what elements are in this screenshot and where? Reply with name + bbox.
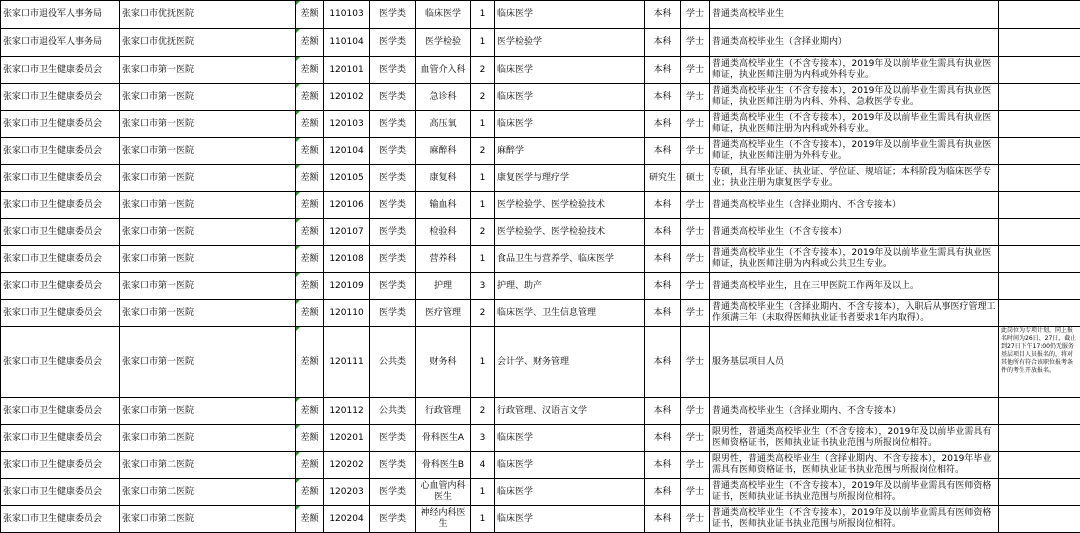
- category-cell: 医学类: [370, 506, 416, 533]
- post-name-cell: 行政管理: [416, 398, 471, 425]
- headcount-cell: 1: [471, 506, 495, 533]
- headcount-cell: 1: [471, 111, 495, 138]
- table-row: [1, 425, 1080, 452]
- unit-cell: 张家口市第一医院: [120, 398, 296, 425]
- requirements-cell: 普通类高校毕业生（不含专接本），2019年及以前毕业生需具有执业医师证，执业医师注册为外科专业。: [710, 138, 999, 165]
- requirements-cell: 普通类高校毕业生（不含专接本），2019年及以前毕业生需具有执业医师证，执业医师注册为内科或外科专业。: [710, 57, 999, 84]
- headcount-cell: 1: [471, 192, 495, 219]
- education-cell: 本科: [645, 57, 681, 84]
- funding-type-cell: 差额: [296, 398, 324, 425]
- major-cell: 临床医学: [495, 425, 645, 452]
- headcount-cell: 2: [471, 300, 495, 327]
- education-cell: 本科: [645, 192, 681, 219]
- degree-cell: 学士: [681, 246, 710, 273]
- major-cell: 麻醉学: [495, 138, 645, 165]
- note-cell: [999, 246, 1080, 273]
- note-cell: [999, 425, 1080, 452]
- unit-cell: 张家口市第一医院: [120, 327, 296, 398]
- degree-cell: 学士: [681, 1, 710, 29]
- major-cell: 临床医学: [495, 84, 645, 111]
- post-code-cell: 120108: [324, 246, 370, 273]
- table-row: [1, 192, 1080, 219]
- education-cell: 本科: [645, 138, 681, 165]
- education-cell: 本科: [645, 111, 681, 138]
- dept-cell: 张家口市卫生健康委员会: [1, 300, 120, 327]
- dept-cell: 张家口市退役军人事务局: [1, 1, 120, 29]
- major-cell: 医学检验学: [495, 29, 645, 57]
- headcount-cell: 1: [471, 165, 495, 192]
- requirements-cell: 普通类高校毕业生（不含专接本），2019年及以前毕业生需具有执业医师证，执业医师注册为内科或公共卫生专业。: [710, 246, 999, 273]
- dept-cell: 张家口市卫生健康委员会: [1, 452, 120, 479]
- post-code-cell: 110103: [324, 1, 370, 29]
- education-cell: 研究生: [645, 165, 681, 192]
- funding-type-cell: 差额: [296, 165, 324, 192]
- table-row: [1, 273, 1080, 300]
- education-cell: 本科: [645, 1, 681, 29]
- education-cell: 本科: [645, 506, 681, 533]
- post-name-cell: 心血管内科医生: [416, 479, 471, 506]
- unit-cell: 张家口市第一医院: [120, 192, 296, 219]
- post-name-cell: 医疗管理: [416, 300, 471, 327]
- funding-type-cell: 差额: [296, 452, 324, 479]
- table-row: [1, 29, 1080, 57]
- post-name-cell: 检验科: [416, 219, 471, 246]
- post-name-cell: 营养科: [416, 246, 471, 273]
- post-code-cell: 120102: [324, 84, 370, 111]
- major-cell: 护理、助产: [495, 273, 645, 300]
- requirements-cell: 普通类高校毕业生（不含专接本）: [710, 219, 999, 246]
- post-code-cell: 120204: [324, 506, 370, 533]
- dept-cell: 张家口市卫生健康委员会: [1, 425, 120, 452]
- table-row: [1, 398, 1080, 425]
- note-cell: [999, 111, 1080, 138]
- funding-type-cell: 差额: [296, 29, 324, 57]
- dept-cell: 张家口市卫生健康委员会: [1, 398, 120, 425]
- funding-type-cell: 差额: [296, 327, 324, 398]
- education-cell: 本科: [645, 29, 681, 57]
- post-code-cell: 110104: [324, 29, 370, 57]
- post-code-cell: 120101: [324, 57, 370, 84]
- headcount-cell: 2: [471, 398, 495, 425]
- note-cell: [999, 300, 1080, 327]
- post-name-cell: 麻醉科: [416, 138, 471, 165]
- unit-cell: 张家口市第二医院: [120, 506, 296, 533]
- dept-cell: 张家口市卫生健康委员会: [1, 479, 120, 506]
- category-cell: 医学类: [370, 111, 416, 138]
- post-code-cell: 120112: [324, 398, 370, 425]
- degree-cell: 学士: [681, 398, 710, 425]
- funding-type-cell: 差额: [296, 479, 324, 506]
- major-cell: 临床医学: [495, 479, 645, 506]
- category-cell: 医学类: [370, 219, 416, 246]
- degree-cell: 硕士: [681, 165, 710, 192]
- requirements-cell: 普通类高校毕业生（不含专接本），2019年及以前毕业生需具有执业医师证，执业医师注册为内科或外科专业。: [710, 111, 999, 138]
- dept-cell: 张家口市卫生健康委员会: [1, 506, 120, 533]
- note-cell: 此岗位为专项计划，同上报名时间为26日、27日，截止到27日下午17:00仍无服务基层项目人员报名的，将对其他所有符合该职位报考条件的考生开放报名。: [999, 327, 1080, 398]
- headcount-cell: 3: [471, 273, 495, 300]
- unit-cell: 张家口市优抚医院: [120, 29, 296, 57]
- post-code-cell: 120106: [324, 192, 370, 219]
- funding-type-cell: 差额: [296, 219, 324, 246]
- headcount-cell: 2: [471, 84, 495, 111]
- table-row: [1, 506, 1080, 533]
- table-row: [1, 479, 1080, 506]
- education-cell: 本科: [645, 452, 681, 479]
- table-row: [1, 452, 1080, 479]
- post-name-cell: 临床医学: [416, 1, 471, 29]
- funding-type-cell: 差额: [296, 111, 324, 138]
- major-cell: 临床医学: [495, 57, 645, 84]
- table-row: [1, 1, 1080, 29]
- post-code-cell: 120202: [324, 452, 370, 479]
- funding-type-cell: 差额: [296, 1, 324, 29]
- major-cell: 行政管理、汉语言文学: [495, 398, 645, 425]
- note-cell: [999, 57, 1080, 84]
- education-cell: 本科: [645, 479, 681, 506]
- table-row: [1, 219, 1080, 246]
- requirements-cell: 专硕，具有毕业证、执业证、学位证、规培证；本科阶段为临床医学专业；执业注册为康复医学专业。: [710, 165, 999, 192]
- degree-cell: 学士: [681, 273, 710, 300]
- unit-cell: 张家口市第一医院: [120, 273, 296, 300]
- education-cell: 本科: [645, 246, 681, 273]
- major-cell: 食品卫生与营养学、临床医学: [495, 246, 645, 273]
- education-cell: 本科: [645, 84, 681, 111]
- note-cell: [999, 479, 1080, 506]
- headcount-cell: 2: [471, 57, 495, 84]
- unit-cell: 张家口市第一医院: [120, 300, 296, 327]
- degree-cell: 学士: [681, 192, 710, 219]
- category-cell: 医学类: [370, 246, 416, 273]
- funding-type-cell: 差额: [296, 246, 324, 273]
- degree-cell: 学士: [681, 57, 710, 84]
- category-cell: 医学类: [370, 452, 416, 479]
- note-cell: [999, 138, 1080, 165]
- dept-cell: 张家口市卫生健康委员会: [1, 84, 120, 111]
- dept-cell: 张家口市退役军人事务局: [1, 29, 120, 57]
- unit-cell: 张家口市第一医院: [120, 138, 296, 165]
- funding-type-cell: 差额: [296, 84, 324, 111]
- post-code-cell: 120104: [324, 138, 370, 165]
- post-name-cell: 血管介入科: [416, 57, 471, 84]
- unit-cell: 张家口市第一医院: [120, 165, 296, 192]
- requirements-cell: 普通类高校毕业生: [710, 1, 999, 29]
- dept-cell: 张家口市卫生健康委员会: [1, 246, 120, 273]
- headcount-cell: 4: [471, 452, 495, 479]
- category-cell: 医学类: [370, 165, 416, 192]
- dept-cell: 张家口市卫生健康委员会: [1, 192, 120, 219]
- education-cell: 本科: [645, 398, 681, 425]
- post-code-cell: 120201: [324, 425, 370, 452]
- major-cell: 临床医学: [495, 1, 645, 29]
- degree-cell: 学士: [681, 29, 710, 57]
- dept-cell: 张家口市卫生健康委员会: [1, 138, 120, 165]
- dept-cell: 张家口市卫生健康委员会: [1, 165, 120, 192]
- post-code-cell: 120203: [324, 479, 370, 506]
- post-name-cell: 骨科医生B: [416, 452, 471, 479]
- table-row: [1, 327, 1080, 398]
- post-code-cell: 120107: [324, 219, 370, 246]
- unit-cell: 张家口市第二医院: [120, 452, 296, 479]
- table-row: [1, 300, 1080, 327]
- requirements-cell: 普通类高校毕业生（不含专接本），2019年及以前毕业生需具有执业医师证，执业医师注册为内科、外科、急救医学专业。: [710, 84, 999, 111]
- funding-type-cell: 差额: [296, 192, 324, 219]
- degree-cell: 学士: [681, 452, 710, 479]
- major-cell: 会计学、财务管理: [495, 327, 645, 398]
- funding-type-cell: 差额: [296, 425, 324, 452]
- requirements-cell: 普通类高校毕业生（不含专接本），2019年及以前毕业需具有医师资格证书，医师执业证书执业范围与所报岗位相符。: [710, 479, 999, 506]
- dept-cell: 张家口市卫生健康委员会: [1, 111, 120, 138]
- note-cell: [999, 165, 1080, 192]
- requirements-cell: 普通类高校毕业生，且在三甲医院工作两年及以上。: [710, 273, 999, 300]
- post-name-cell: 康复科: [416, 165, 471, 192]
- requirements-cell: 普通类高校毕业生（不含专接本），2019年及以前毕业需具有医师资格证书，医师执业证书执业范围与所报岗位相符。: [710, 506, 999, 533]
- headcount-cell: 1: [471, 29, 495, 57]
- table-row: [1, 246, 1080, 273]
- degree-cell: 学士: [681, 111, 710, 138]
- headcount-cell: 1: [471, 1, 495, 29]
- category-cell: 医学类: [370, 29, 416, 57]
- major-cell: 康复医学与理疗学: [495, 165, 645, 192]
- post-code-cell: 120103: [324, 111, 370, 138]
- funding-type-cell: 差额: [296, 300, 324, 327]
- funding-type-cell: 差额: [296, 506, 324, 533]
- education-cell: 本科: [645, 327, 681, 398]
- category-cell: 公共类: [370, 327, 416, 398]
- headcount-cell: 1: [471, 479, 495, 506]
- post-name-cell: 急诊科: [416, 84, 471, 111]
- funding-type-cell: 差额: [296, 273, 324, 300]
- note-cell: [999, 506, 1080, 533]
- category-cell: 医学类: [370, 1, 416, 29]
- post-code-cell: 120105: [324, 165, 370, 192]
- requirements-cell: 服务基层项目人员: [710, 327, 999, 398]
- headcount-cell: 2: [471, 138, 495, 165]
- post-name-cell: 骨科医生A: [416, 425, 471, 452]
- requirements-cell: 普通类高校毕业生（含择业期内、不含专接本）: [710, 192, 999, 219]
- major-cell: 医学检验学、医学检验技术: [495, 219, 645, 246]
- table-row: [1, 84, 1080, 111]
- education-cell: 本科: [645, 300, 681, 327]
- post-name-cell: 高压氧: [416, 111, 471, 138]
- unit-cell: 张家口市第一医院: [120, 246, 296, 273]
- dept-cell: 张家口市卫生健康委员会: [1, 273, 120, 300]
- major-cell: 临床医学: [495, 506, 645, 533]
- degree-cell: 学士: [681, 506, 710, 533]
- unit-cell: 张家口市第二医院: [120, 425, 296, 452]
- degree-cell: 学士: [681, 425, 710, 452]
- degree-cell: 学士: [681, 300, 710, 327]
- unit-cell: 张家口市第一医院: [120, 84, 296, 111]
- dept-cell: 张家口市卫生健康委员会: [1, 219, 120, 246]
- post-name-cell: 神经内科医生: [416, 506, 471, 533]
- degree-cell: 学士: [681, 219, 710, 246]
- education-cell: 本科: [645, 425, 681, 452]
- post-name-cell: 医学检验: [416, 29, 471, 57]
- dept-cell: 张家口市卫生健康委员会: [1, 327, 120, 398]
- unit-cell: 张家口市优抚医院: [120, 1, 296, 29]
- post-name-cell: 输血科: [416, 192, 471, 219]
- category-cell: 医学类: [370, 273, 416, 300]
- note-cell: [999, 273, 1080, 300]
- table-row: [1, 165, 1080, 192]
- post-code-cell: 120110: [324, 300, 370, 327]
- unit-cell: 张家口市第一医院: [120, 219, 296, 246]
- headcount-cell: 2: [471, 219, 495, 246]
- dept-cell: 张家口市卫生健康委员会: [1, 57, 120, 84]
- table-row: [1, 111, 1080, 138]
- major-cell: 医学检验学、医学检验技术: [495, 192, 645, 219]
- table-row: [1, 57, 1080, 84]
- education-cell: 本科: [645, 219, 681, 246]
- category-cell: 医学类: [370, 300, 416, 327]
- category-cell: 医学类: [370, 84, 416, 111]
- category-cell: 医学类: [370, 57, 416, 84]
- headcount-cell: 1: [471, 327, 495, 398]
- category-cell: 医学类: [370, 192, 416, 219]
- requirements-cell: 普通类高校毕业生（含择业期内、不含专接本），入职后从事医疗管理工作须满三年（未取得医师执业证书者要求1年内取得）。: [710, 300, 999, 327]
- note-cell: [999, 192, 1080, 219]
- post-code-cell: 120111: [324, 327, 370, 398]
- note-cell: [999, 1, 1080, 29]
- category-cell: 医学类: [370, 425, 416, 452]
- headcount-cell: 3: [471, 425, 495, 452]
- note-cell: [999, 219, 1080, 246]
- table-row: [1, 138, 1080, 165]
- requirements-cell: 限男性，普通类高校毕业生（不含专接本），2019年及以前毕业需具有医师资格证书，医师执业证书执业范围与所报岗位相符。: [710, 425, 999, 452]
- degree-cell: 学士: [681, 84, 710, 111]
- requirements-cell: 限男性，普通类高校毕业生（含择业期内、不含专接本），2019年毕业需具有医师资格证书，医师执业证书执业范围与所报岗位相符。: [710, 452, 999, 479]
- post-name-cell: 财务科: [416, 327, 471, 398]
- funding-type-cell: 差额: [296, 57, 324, 84]
- unit-cell: 张家口市第二医院: [120, 479, 296, 506]
- category-cell: 医学类: [370, 479, 416, 506]
- category-cell: 公共类: [370, 398, 416, 425]
- funding-type-cell: 差额: [296, 138, 324, 165]
- note-cell: [999, 29, 1080, 57]
- post-name-cell: 护理: [416, 273, 471, 300]
- note-cell: [999, 398, 1080, 425]
- major-cell: 临床医学: [495, 452, 645, 479]
- education-cell: 本科: [645, 273, 681, 300]
- major-cell: 临床医学、卫生信息管理: [495, 300, 645, 327]
- requirements-cell: 普通类高校毕业生（含择业期内）: [710, 29, 999, 57]
- major-cell: 临床医学: [495, 111, 645, 138]
- degree-cell: 学士: [681, 327, 710, 398]
- note-cell: [999, 84, 1080, 111]
- category-cell: 医学类: [370, 138, 416, 165]
- degree-cell: 学士: [681, 138, 710, 165]
- unit-cell: 张家口市第一医院: [120, 57, 296, 84]
- headcount-cell: 1: [471, 246, 495, 273]
- unit-cell: 张家口市第一医院: [120, 111, 296, 138]
- requirements-cell: 普通类高校毕业生（含择业期内、不含专接本）: [710, 398, 999, 425]
- degree-cell: 学士: [681, 479, 710, 506]
- job-table-body: [1, 1, 1080, 533]
- post-code-cell: 120109: [324, 273, 370, 300]
- note-cell: [999, 452, 1080, 479]
